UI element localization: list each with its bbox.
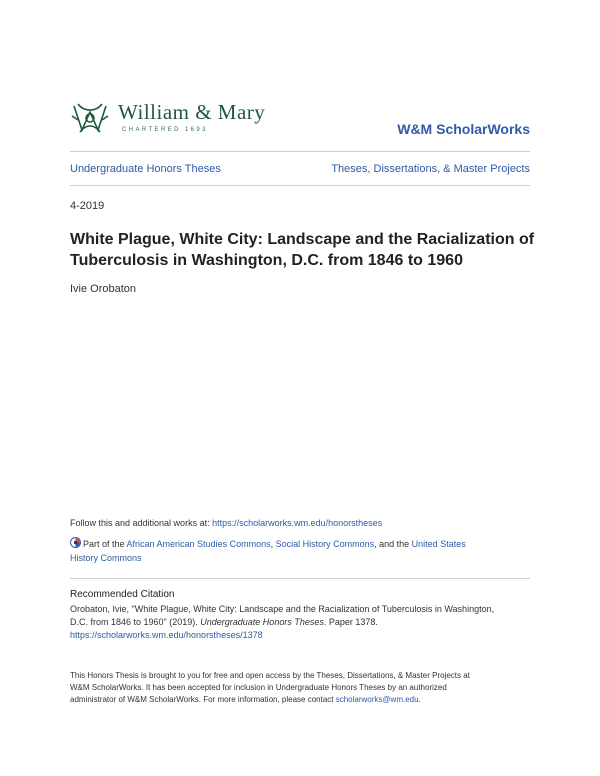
wm-logo-tagline: CHARTERED 1693 (122, 127, 208, 133)
document-title[interactable] (70, 229, 540, 271)
citation-line-2: D.C. from 1846 to 1960" (2019). Undergraduate Honors Theses. Paper 1378. (70, 617, 378, 627)
nav-theses-dissertations[interactable]: Theses, Dissertations, & Master Projects (331, 163, 530, 175)
footer-line-3: administrator of W&M ScholarWorks. For more information, please contact scholarworks@wm.edu. (70, 695, 421, 704)
contact-email-link[interactable]: scholarworks@wm.edu (335, 695, 419, 704)
follow-prefix: Follow this and additional works at: (70, 518, 213, 528)
footer-notice (70, 670, 540, 706)
part-of-prefix: Part of the (83, 539, 127, 549)
follow-line (70, 516, 382, 530)
us-history-link-b[interactable]: History Commons (70, 553, 142, 563)
title-line-2: Tuberculosis in Washington, D.C. from 1846 to 1960 (70, 252, 463, 269)
citation-body (70, 603, 540, 642)
follow-url-link[interactable]: https://scholarworks.wm.edu/honorstheses (212, 518, 383, 528)
citation-line-1: Orobaton, Ivie, "White Plague, White City: Landscape and the Racialization of Tuberculosis in Washington, (70, 604, 495, 614)
footer-line-2: W&M ScholarWorks. It has been accepted for inclusion in Undergraduate Honors Theses by an authorized (70, 683, 447, 692)
publication-date: 4-2019 (70, 200, 105, 212)
scholarworks-link[interactable]: W&M ScholarWorks (397, 121, 530, 137)
divider-top (70, 151, 530, 152)
wm-cypher-icon (70, 98, 110, 138)
citation-url-link[interactable]: https://scholarworks.wm.edu/honorstheses/1378 (70, 630, 263, 640)
part-of-block (70, 537, 540, 565)
citation-heading: Recommended Citation (70, 589, 175, 600)
network-icon (70, 537, 81, 548)
divider-citation (70, 578, 530, 579)
author-name: Ivie Orobaton (70, 283, 137, 295)
african-american-studies-link[interactable]: African American Studies Commons (126, 539, 271, 549)
wm-logo-name: William & Mary (118, 100, 266, 124)
title-line-1: White Plague, White City: Landscape and the Racialization of (70, 231, 535, 248)
part-of-sep2: , and the (374, 539, 412, 549)
nav-undergraduate-honors-theses[interactable]: Undergraduate Honors Theses (70, 163, 221, 175)
wm-logo (70, 96, 285, 140)
part-of-sep1: , (270, 539, 276, 549)
divider-nav (70, 185, 530, 186)
footer-line-1: This Honors Thesis is brought to you for free and open access by the Theses, Dissertations, & Master Projects at (70, 671, 470, 680)
us-history-link-a[interactable]: United States (411, 539, 466, 549)
social-history-link[interactable]: Social History Commons (275, 539, 375, 549)
citation-series: Undergraduate Honors Theses (200, 617, 324, 627)
